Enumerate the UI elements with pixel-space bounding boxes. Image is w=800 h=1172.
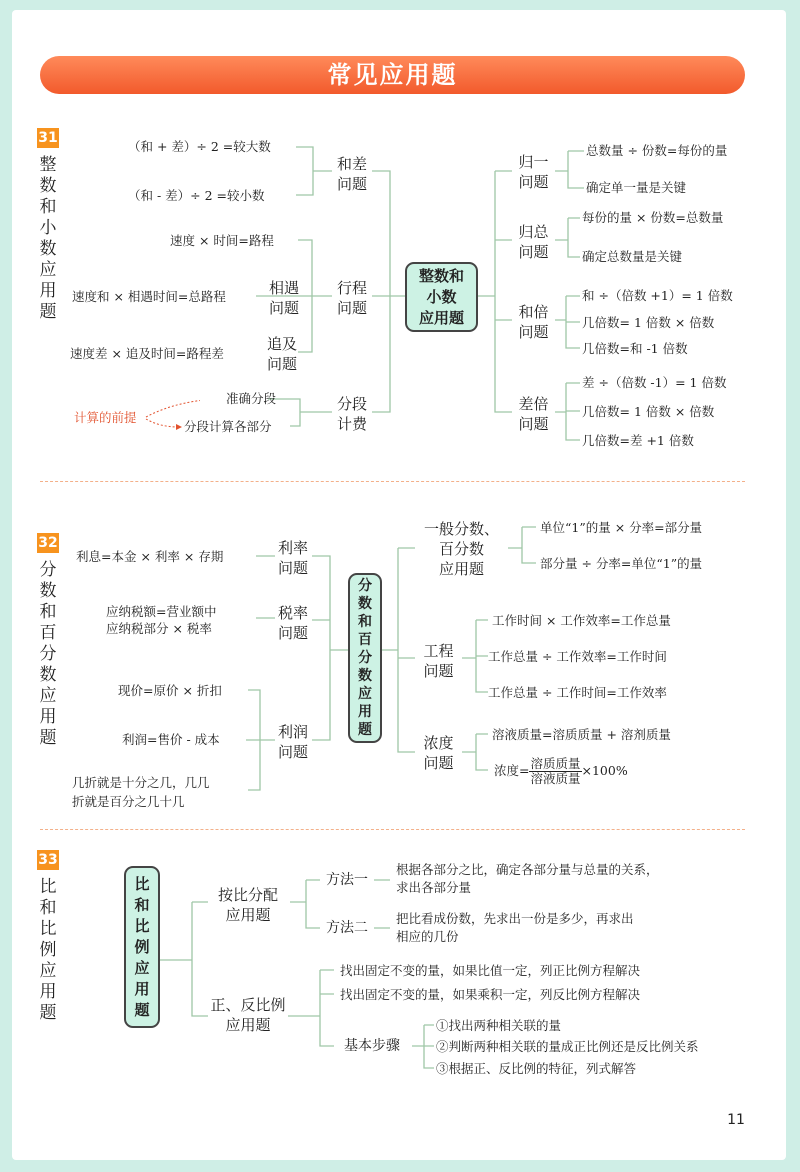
- conc-formula-1: 溶液质量=溶质质量 + 溶剂质量: [492, 727, 671, 742]
- section-divider: [40, 829, 745, 830]
- conc-suffix: ×100%: [581, 763, 628, 778]
- method-1-text-1: 根据各部分之比，确定各部分量与总量的关系，: [396, 862, 659, 877]
- section-title-31-char: 数: [39, 239, 57, 259]
- section-title-33-char: 和: [39, 898, 57, 918]
- node-chase: 追及 问题: [266, 335, 297, 373]
- diff-mult-formula-1: 差 ÷（倍数 -1）= 1 倍数: [582, 375, 727, 390]
- section-title-33-char: 比: [39, 877, 57, 897]
- page-title: 常见应用题: [40, 56, 745, 94]
- section-title-32-char: 数: [39, 581, 57, 601]
- node-unit: 归一 问题: [518, 153, 549, 191]
- profit-formula-3: 几折就是十分之几，几几: [72, 775, 210, 790]
- node-sum-diff: 和差 问题: [336, 155, 367, 193]
- section-number-33: 33: [38, 852, 58, 868]
- conc-fraction: $\frac{\text{溶质质量}}{\text{溶液质量}}$: [530, 756, 581, 786]
- node-meet: 相遇 问题: [268, 279, 299, 317]
- section-title-32-char: 数: [39, 665, 57, 685]
- step-3: ③根据正、反比例的特征，列式解答: [436, 1061, 637, 1076]
- method-2-text-1: 把比看成份数，先求出一份是多少，再求出: [396, 911, 634, 926]
- section-number-32: 32: [38, 535, 58, 551]
- section-title-33-char: 例: [39, 940, 57, 960]
- node-conc: 浓度 问题: [423, 734, 454, 772]
- section-title-31-char: 题: [39, 302, 57, 322]
- section-title-31-char: 用: [39, 281, 57, 301]
- basic-steps-label: 基本步骤: [344, 1038, 400, 1054]
- total-formula-1: 每份的量 × 份数=总数量: [582, 210, 724, 225]
- section-title-33-char: 比: [39, 919, 57, 939]
- node-tax: 税率 问题: [277, 604, 308, 642]
- center-node-31-line-char: 应用题: [418, 309, 464, 327]
- travel-formula: 速度 × 时间=路程: [170, 233, 274, 248]
- interest-formula: 利息=本金 × 利率 × 存期: [76, 549, 224, 564]
- center-node-32-char: 分: [358, 650, 372, 666]
- method-2-text-2: 相应的几份: [396, 929, 459, 944]
- segment-premise: 计算的前提: [74, 410, 137, 425]
- center-node-32-char: 应: [358, 686, 372, 702]
- profit-formula-2: 利润=售价 - 成本: [122, 732, 220, 747]
- step-1: ①找出两种相关联的量: [436, 1018, 562, 1033]
- section-divider: [40, 481, 745, 482]
- meet-formula: 速度和 × 相遇时间=总路程: [72, 289, 226, 304]
- work-formula-2: 工作总量 ÷ 工作效率=工作时间: [488, 649, 667, 664]
- section-title-31-char: 应: [39, 260, 57, 280]
- center-node-33-char: 比: [134, 917, 150, 935]
- section-title-32: [38, 560, 58, 749]
- node-general: 一般分数、 百分数 应用题: [423, 520, 499, 578]
- work-formula-1: 工作时间 × 工作效率=工作总量: [492, 613, 671, 628]
- center-node-31: [405, 262, 478, 332]
- conc-formula-2: [494, 756, 628, 786]
- method-1-text-2: 求出各部分量: [396, 880, 472, 895]
- profit-formula-1: 现价=原价 × 折扣: [118, 683, 222, 698]
- step-2: ②判断两种相关联的量成正比例还是反比例关系: [436, 1039, 699, 1054]
- section-title-31-char: 小: [39, 218, 57, 238]
- node-sum-mult: 和倍 问题: [518, 303, 549, 341]
- segment-step-b: 分段计算各部分: [184, 419, 272, 434]
- center-node-33-char: 和: [134, 896, 150, 914]
- node-proportion: 正、反比例 应用题: [210, 996, 286, 1034]
- node-total: 归总 问题: [518, 223, 549, 261]
- center-node-31-line-char: 整数和: [418, 267, 464, 285]
- node-ratio-split: 按比分配 应用题: [217, 886, 278, 924]
- center-node-32-char: 和: [358, 614, 372, 630]
- section-title-33-char: 应: [39, 961, 57, 981]
- node-interest: 利率 问题: [277, 539, 308, 577]
- section-number-31: 31: [38, 130, 58, 146]
- center-node-33-char: 例: [134, 938, 150, 956]
- center-node-32-char: 数: [358, 596, 372, 612]
- center-node-32-char: 用: [358, 704, 372, 720]
- proportion-formula-2: 找出固定不变的量，如果乘积一定，列反比例方程解决: [340, 987, 641, 1002]
- node-work: 工程 问题: [423, 642, 454, 680]
- segment-step-a: 准确分段: [226, 391, 277, 406]
- page-number: 11: [727, 1112, 745, 1128]
- sum-mult-formula-3: 几倍数=和 -1 倍数: [582, 341, 688, 356]
- total-formula-2: 确定总数量是关键: [582, 249, 683, 264]
- node-profit: 利润 问题: [277, 723, 308, 761]
- section-title-32-char: 和: [39, 602, 57, 622]
- section-title-32-char: 分: [39, 644, 57, 664]
- center-node-32: [348, 573, 382, 743]
- section-title-31: [38, 155, 58, 323]
- method-1-label: 方法一: [326, 872, 368, 888]
- sum-mult-formula-1: 和 ÷（倍数 +1）= 1 倍数: [582, 288, 733, 303]
- center-node-32-char: 数: [358, 668, 372, 684]
- unit-formula-1: 总数量 ÷ 份数=每份的量: [586, 143, 728, 158]
- center-node-32-char: 题: [358, 722, 372, 738]
- center-node-32-char: 分: [358, 578, 372, 594]
- center-node-33: [124, 866, 160, 1028]
- proportion-formula-1: 找出固定不变的量，如果比值一定，列正比例方程解决: [340, 963, 641, 978]
- general-formula-2: 部分量 ÷ 分率=单位“1”的量: [540, 556, 703, 571]
- section-title-32-char: 题: [39, 728, 57, 748]
- center-node-33-char: 比: [134, 875, 150, 893]
- center-node-33-char: 题: [134, 1001, 150, 1019]
- method-2-label: 方法二: [326, 920, 368, 936]
- section-title-31-char: 整: [39, 155, 57, 175]
- center-node-33-char: 用: [134, 980, 150, 998]
- profit-formula-4: 折就是百分之几十几: [72, 794, 185, 809]
- tax-formula-1: 应纳税额=营业额中: [106, 604, 217, 619]
- work-formula-3: 工作总量 ÷ 工作时间=工作效率: [488, 685, 667, 700]
- chase-formula: 速度差 × 追及时间=路程差: [70, 346, 224, 361]
- sum-diff-formula-2: （和 - 差）÷ 2 =较小数: [128, 188, 265, 203]
- section-title-32-char: 分: [39, 560, 57, 580]
- section-title-32-char: 应: [39, 686, 57, 706]
- node-segment: 分段 计费: [336, 395, 367, 433]
- diff-mult-formula-3: 几倍数=差 +1 倍数: [582, 433, 694, 448]
- section-title-31-char: 和: [39, 197, 57, 217]
- node-travel: 行程 问题: [336, 279, 367, 317]
- center-node-33-char: 应: [134, 959, 150, 977]
- center-node-32-char: 百: [358, 632, 372, 648]
- section-title-33: [38, 877, 58, 1024]
- section-title-32-char: 用: [39, 707, 57, 727]
- conc-prefix: 浓度=: [494, 763, 530, 778]
- section-title-33-char: 题: [39, 1003, 57, 1023]
- sum-mult-formula-2: 几倍数= 1 倍数 × 倍数: [582, 315, 715, 330]
- diff-mult-formula-2: 几倍数= 1 倍数 × 倍数: [582, 404, 715, 419]
- section-title-33-char: 用: [39, 982, 57, 1002]
- unit-formula-2: 确定单一量是关键: [586, 180, 687, 195]
- section-title-32-char: 百: [39, 623, 57, 643]
- sum-diff-formula-1: （和 + 差）÷ 2 =较大数: [128, 139, 271, 154]
- tax-formula-2: 应纳税部分 × 税率: [106, 621, 212, 636]
- center-node-31-line-char: 小数: [426, 288, 457, 306]
- section-title-31-char: 数: [39, 176, 57, 196]
- general-formula-1: 单位“1”的量 × 分率=部分量: [540, 520, 703, 535]
- node-diff-mult: 差倍 问题: [518, 395, 549, 433]
